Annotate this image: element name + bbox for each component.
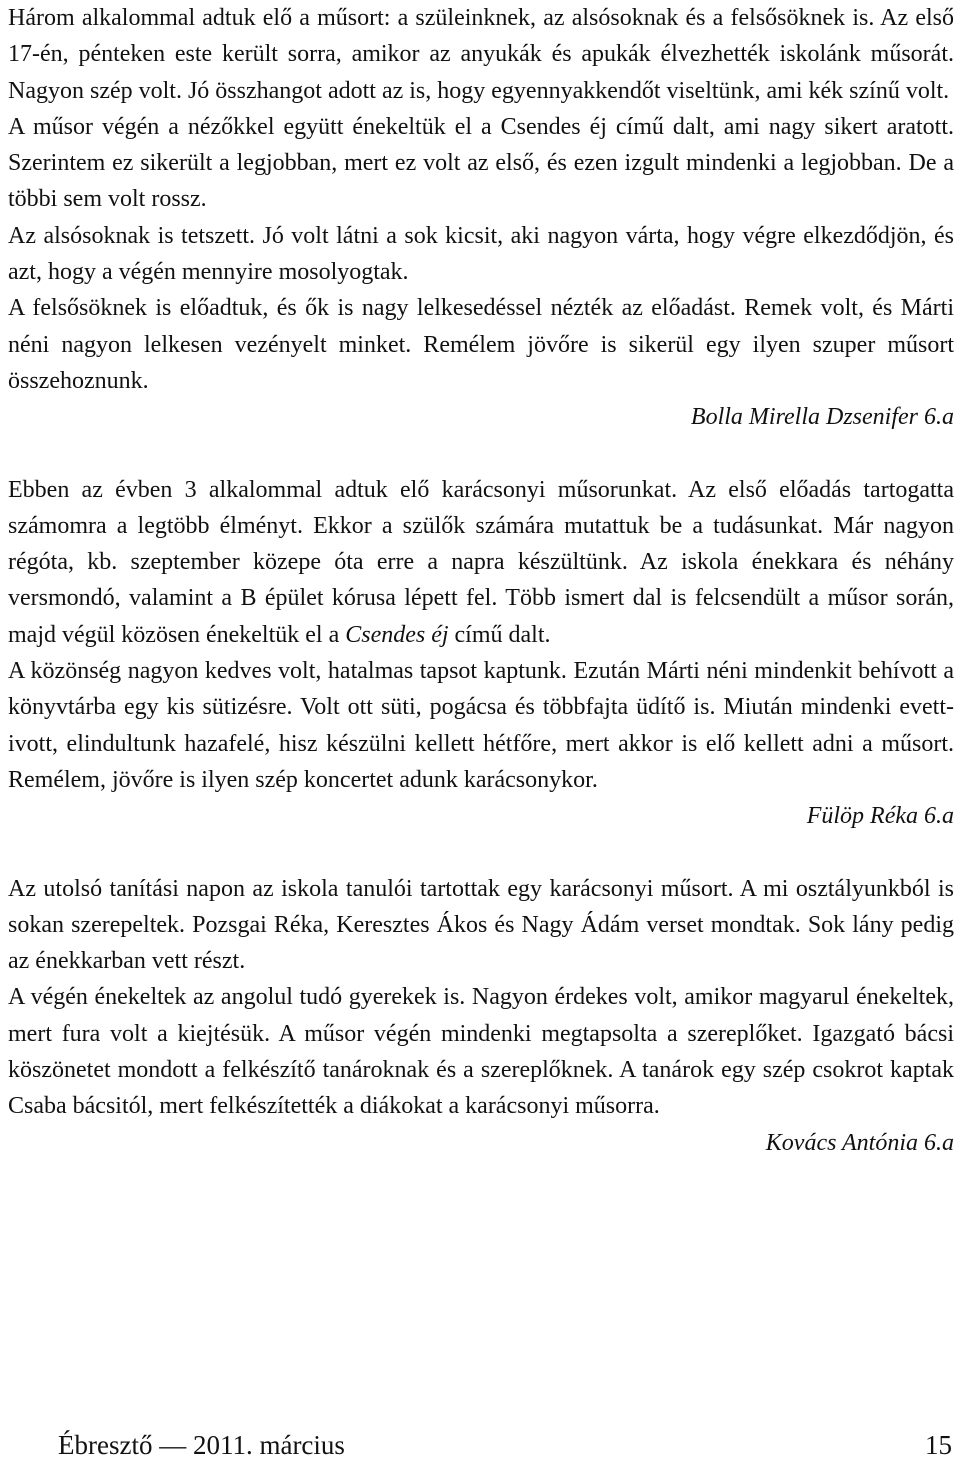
article-3-paragraph-1: Az utolsó tanítási napon az iskola tanulói tartottak egy karácsonyi műsort. A mi osztályunkból is sokan szerepeltek. Pozsgai Réka, Keresztes Ákos és Nagy Ádám verset mondtak. Sok lány pedig az énekkarban vett részt.: [8, 875, 954, 975]
article-2-paragraph-2: A közönség nagyon kedves volt, hatalmas tapsot kaptunk. Ezután Márti néni mindenkit behívott a könyvtárba egy kis sütizésre. Volt ott süti, pogácsa és többfajta üdítő is. Miután mindenki evett-ivott, elindultunk hazafelé, hisz készülni kellett hétfőre, mert akkor is elő kellett adni a műsort. Remélem, jövőre is ilyen szép koncertet adunk karácsonykor.: [8, 658, 954, 793]
article-2-paragraph-1: [8, 472, 954, 653]
article-3-author: Kovács Antónia 6.a: [765, 1129, 954, 1156]
article-3-paragraph-2: A végén énekeltek az angolul tudó gyerekek is. Nagyon érdekes volt, amikor magyarul énekeltek, mert fura volt a kiejtésük. A műsor végén mindenki megtapsolta a szereplőket. Igazgató bácsi köszönetet mondott a felkészítő tanároknak és a szereplőknek. A tanárok egy szép csokrot kaptak Csaba bácsitól, mert felkészítették a diákokat a karácsonyi műsorra.: [8, 984, 954, 1120]
section-spacer: [8, 436, 954, 472]
song-title: Csendes éj: [345, 621, 449, 648]
article-2-paragraph-1-text: Ebben az évben 3 alkalommal adtuk elő karácsonyi műsorunkat. Az első előadás tartogatta számomra a legtöbb élményt. Ekkor a szülők számára mutattuk be a tudásunkat. Már nagyon régóta, kb. szeptember közepe óta erre a napra készültünk. Az iskola énekkara és néhány versmondó, valamint a B épület kórusa lépett fel. Több ismert dal is felcsendült a műsor során, majd végül közösen énekeltük el a: [8, 476, 954, 648]
article-2-paragraph-1-end: című dalt.: [448, 621, 551, 648]
article-1-author: Bolla Mirella Dzsenifer 6.a: [690, 404, 954, 431]
section-spacer: [8, 835, 954, 871]
page-content: [8, 0, 954, 1161]
article-1: [8, 0, 954, 436]
article-3: [8, 871, 954, 1161]
article-1-paragraph-2: A műsor végén a nézőkkel együtt énekeltük el a Csendes éj című dalt, ami nagy sikert aratott. Szerintem ez sikerült a legjobban, mert ez volt az első, és ezen izgult mindenki a legjobban. De a többi sem volt rossz.: [8, 113, 954, 213]
article-2: [8, 472, 954, 835]
article-2-author: Fülöp Réka 6.a: [806, 803, 954, 830]
article-1-paragraph-1: Három alkalommal adtuk elő a műsort: a szüleinknek, az alsósoknak és a felsősöknek is. Az első 17-én, pénteken este került sorra, amikor az anyukák és apukák élvezhették iskolánk műsorát. Nagyon szép volt. Jó összhangot adott az is, hogy egyennyakkendőt viseltünk, ami kék színű volt.: [8, 5, 954, 104]
publication-name: Ébresztő — 2011. március: [58, 1430, 345, 1460]
article-1-paragraph-4: A felsősöknek is előadtuk, és ők is nagy lelkesedéssel nézték az előadást. Remek volt, és Márti néni nagyon lelkesen vezényelt minket. Remélem jövőre is sikerül egy ilyen szuper műsort összehoznunk.: [8, 295, 954, 394]
article-1-paragraph-3: Az alsósoknak is tetszett. Jó volt látni a sok kicsit, aki nagyon várta, hogy végre elkezdődjön, és azt, hogy a végén mennyire mosolyogtak.: [8, 222, 954, 286]
page-number: 15: [925, 1430, 952, 1460]
